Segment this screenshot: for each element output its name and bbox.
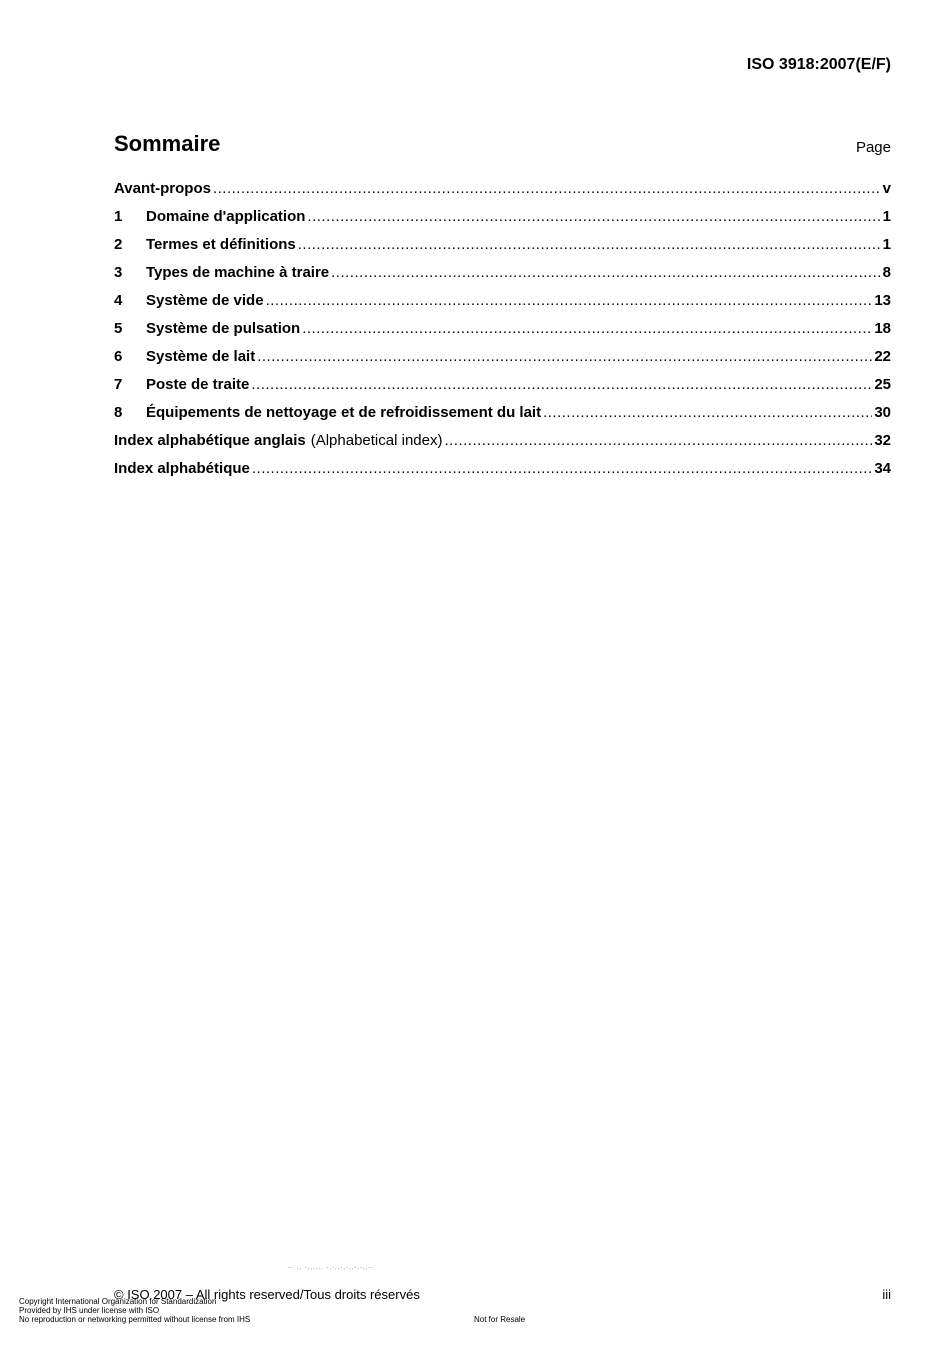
toc-entry-page: 32 xyxy=(874,432,891,449)
toc-entry-title: Types de machine à traire xyxy=(146,264,330,281)
toc-entry-page: 13 xyxy=(874,292,891,309)
dot-leader xyxy=(252,460,872,477)
dot-leader xyxy=(213,180,881,197)
standard-identifier: ISO 3918:2007(E/F) xyxy=(746,56,891,73)
toc-entry-foreword[interactable] xyxy=(114,180,891,208)
toc-entry-title: Termes et définitions xyxy=(146,236,296,253)
dot-leader xyxy=(543,404,872,421)
toc-entry-6[interactable] xyxy=(114,348,891,376)
footer-copyright: © ISO 2007 – All rights reserved/Tous droits réservés xyxy=(114,1287,420,1302)
toc-entry-title: Poste de traite xyxy=(146,376,250,393)
dot-leader xyxy=(331,264,881,281)
toc-entry-page: 18 xyxy=(874,320,891,337)
toc-entry-title: Système de pulsation xyxy=(146,320,301,337)
toc-entry-number: 1 xyxy=(114,208,123,225)
toc-entry-page: 1 xyxy=(882,236,891,253)
dot-leader xyxy=(257,348,872,365)
page-column-heading: Page xyxy=(855,139,891,156)
toc-entry-title: Système de lait xyxy=(146,348,256,365)
license-stamp-line: No reproduction or networking permitted without license from IHS xyxy=(19,1315,251,1324)
toc-entry-title: Système de vide xyxy=(146,292,264,309)
toc-entry-number: 8 xyxy=(114,404,123,421)
license-stamp-line: Copyright International Organization for Standardization xyxy=(19,1297,217,1306)
toc-entry-alphabetical-index[interactable] xyxy=(114,460,891,488)
toc-entry-page: 25 xyxy=(874,376,891,393)
toc-entry-title: Avant-propos xyxy=(114,180,211,197)
toc-entry-3[interactable] xyxy=(114,264,891,292)
toc-entry-title: Équipements de nettoyage et de refroidissement du lait xyxy=(146,404,542,421)
toc-entry-7[interactable] xyxy=(114,376,891,404)
toc-entry-5[interactable] xyxy=(114,320,891,348)
toc-entry-number: 2 xyxy=(114,236,123,253)
toc-entry-page: 34 xyxy=(874,460,891,477)
toc-entry-title: Domaine d'application xyxy=(146,208,306,225)
footer-page-number: iii xyxy=(882,1287,891,1302)
toc-entry-2[interactable] xyxy=(114,236,891,264)
toc-entry-number: 3 xyxy=(114,264,123,281)
license-stamp-line: Provided by IHS under license with ISO xyxy=(19,1306,160,1315)
toc-entry-4[interactable] xyxy=(114,292,891,320)
toc-entry-1[interactable] xyxy=(114,208,891,236)
toc-entry-8[interactable] xyxy=(114,404,891,432)
toc-entry-subtitle: (Alphabetical index) xyxy=(310,432,443,449)
faint-watermark-mark: -- ,, -,,,,,, -,-,,-,-,,-,-,,-- xyxy=(288,1265,375,1271)
toc-title: Sommaire xyxy=(114,131,221,156)
toc-entry-number: 6 xyxy=(114,348,123,365)
toc-entry-number: 5 xyxy=(114,320,123,337)
table-of-contents xyxy=(114,180,891,488)
toc-entry-page: 1 xyxy=(882,208,891,225)
dot-leader xyxy=(302,320,872,337)
toc-entry-title: Index alphabétique xyxy=(114,460,250,477)
dot-leader xyxy=(251,376,872,393)
dot-leader xyxy=(444,432,872,449)
toc-entry-title: Index alphabétique anglais xyxy=(114,432,306,449)
toc-entry-page: 30 xyxy=(874,404,891,421)
dot-leader xyxy=(307,208,880,225)
toc-entry-page: v xyxy=(882,180,891,197)
not-for-resale-stamp: Not for Resale xyxy=(474,1315,526,1324)
toc-entry-number: 7 xyxy=(114,376,123,393)
dot-leader xyxy=(266,292,873,309)
toc-entry-number: 4 xyxy=(114,292,123,309)
toc-entry-page: 22 xyxy=(874,348,891,365)
dot-leader xyxy=(298,236,881,253)
toc-entry-english-index[interactable] xyxy=(114,432,891,460)
toc-entry-page: 8 xyxy=(882,264,891,281)
